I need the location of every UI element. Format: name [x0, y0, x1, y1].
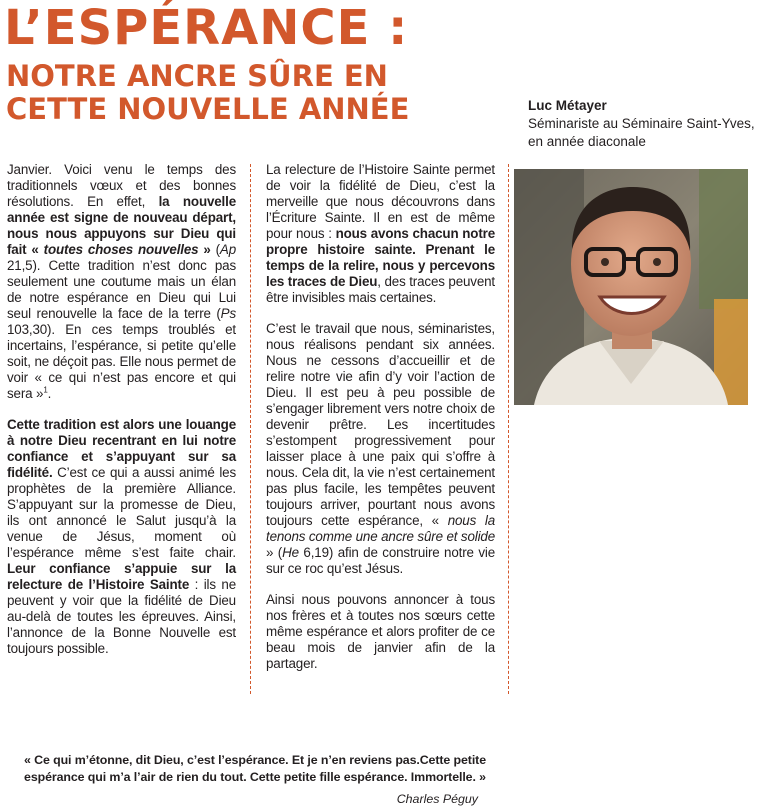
paragraph — [7, 162, 236, 402]
paragraph — [266, 321, 495, 577]
page-subtitle-line1: NOTRE ANCRE SÛRE EN — [6, 59, 388, 93]
text-run: la nouvelle année est signe de nouveau départ, nous nous appuyons sur Dieu qui fait « — [7, 194, 237, 257]
column-divider — [250, 164, 251, 694]
text-run: Ainsi nous pouvons annoncer à tous nos frères et à toutes nos sœurs cette même espérance et alors profiter de ce beau mois de janvier afin de la partager. — [266, 592, 495, 671]
text-run: : ils ne peuvent y voir que la fidélité de Dieu au-delà de toutes les épreuves. Ainsi, l’annonce de la Bonne Nouvelle est toujours possible. — [7, 577, 237, 656]
text-run: ( — [210, 242, 220, 257]
text-run: Janvier. Voici venu le temps des traditionnels vœux et des bonnes résolutions. En effet, — [7, 162, 236, 209]
text-run: » ( — [266, 545, 283, 560]
author-photo — [514, 169, 748, 405]
page-subtitle-line2: CETTE NOUVELLE ANNÉE — [6, 92, 410, 126]
quote-line: « Ce qui m’étonne, dit Dieu, c’est l’espérance. Et je n’en reviens pas.Cette petite — [23, 753, 486, 767]
author-role-line1: Séminariste au Séminaire Saint-Yves, — [528, 116, 755, 131]
paragraph — [266, 592, 495, 672]
text-run: La relecture de l’Histoire Sainte permet de voir la fidélité de Dieu, c’est la merveille que nous découvrons dans l’Écriture Sainte. Il en est de même pour nous : — [266, 162, 495, 241]
portrait-photo-icon — [514, 169, 748, 405]
text-run: » — [198, 242, 211, 257]
text-run: Leur confiance s’appuie sur la relecture de l’Histoire Sainte — [7, 561, 236, 592]
text-run: Ps — [220, 306, 236, 321]
column-divider — [508, 164, 509, 694]
text-run: 6,19) afin de construire notre vie sur ce roc qu’est Jésus. — [266, 545, 495, 576]
text-run: C’est ce qui a aussi animé les prophètes de la première Alliance. S’appuyant sur la promesse de Dieu, ils ont annoncé le Salut jusqu’à la venue de Jésus, moment où l’espérance même s’est faite chair. — [7, 465, 236, 560]
author-box — [528, 97, 764, 151]
quote-line: espérance qui m’a l’air de rien du tout. Cette petite fille espérance. Immortelle. » — [24, 770, 486, 784]
text-run: nous avons chacun notre propre histoire sainte. Prenant le temps de la relire, nous y percevons les traces de Dieu — [266, 226, 495, 289]
text-run: C’est le travail que nous, séminaristes, nous réalisons pendant six années. Nous ne cessons d’accueillir et de relire notre vie afin d’y voir l’action de Dieu. Il est peu à peu possible de s’engager librement vers notre choix de devenir prêtre. Les incertitudes s’estompent progressivement pour laisser place à une paix qui s’offre à nous. Cela dit, la vie n’est certainement pas plus facile, les tempêtes peuvent toujours arriver, pourtant nous avons toujours cette espérance, « — [266, 321, 495, 528]
author-name: Luc Métayer — [528, 98, 607, 113]
text-run: nous la tenons comme une ancre sûre et solide — [266, 513, 495, 544]
text-run: . — [47, 386, 52, 401]
text-run: 103,30). En ces temps troublés et incertains, l’espérance, si petite qu’elle soit, ne déçoit pas. Elle nous permet de voir « ce qui n’est pas encore et qui sera » — [7, 322, 236, 401]
text-run: Ap — [219, 242, 236, 257]
article-column-1 — [7, 162, 236, 672]
text-run: Cette tradition est alors une louange à notre Dieu recentrant en lui notre confiance et s’appuyant sur sa fidélité. — [7, 417, 236, 480]
text-run: He — [282, 545, 299, 560]
footnote-marker: 1 — [43, 385, 48, 395]
pull-quote — [20, 752, 490, 786]
author-role-line2: en année diaconale — [528, 134, 646, 149]
page-title: L’ESPÉRANCE : — [4, 0, 409, 56]
text-run: , des traces peuvent être invisibles mais certaines. — [266, 274, 495, 305]
text-run: 21,5). Cette tradition n’est donc pas seulement une coutume mais un élan de notre espérance en Dieu qui Lui seul renouvelle la face de la terre ( — [7, 258, 236, 321]
text-run: toutes choses nouvelles — [43, 242, 199, 257]
quote-author: Charles Péguy — [396, 792, 478, 806]
paragraph — [7, 417, 236, 657]
article-column-2 — [266, 162, 495, 687]
paragraph — [266, 162, 495, 306]
